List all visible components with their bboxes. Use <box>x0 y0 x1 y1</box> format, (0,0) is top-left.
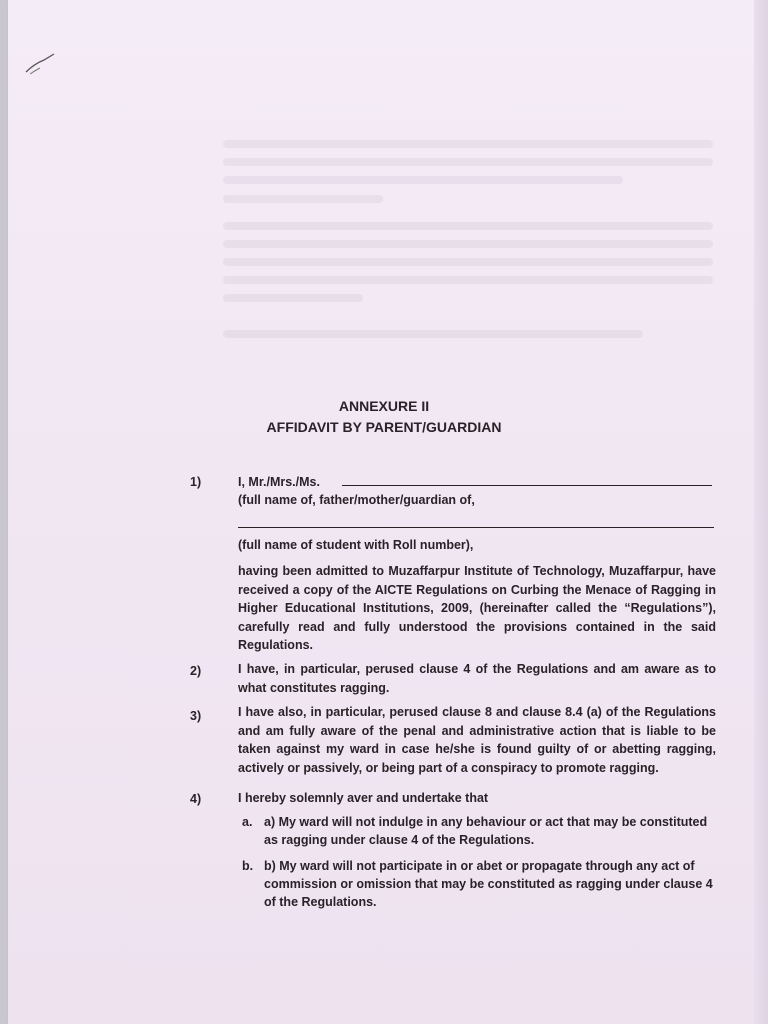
name-prompt: I, Mr./Mrs./Ms. <box>238 475 320 489</box>
show-through <box>223 294 363 302</box>
sub-item-letter: b. <box>242 859 254 873</box>
show-through <box>223 276 713 284</box>
item-text: I hereby solemnly aver and undertake that <box>238 791 489 805</box>
item-number: 1) <box>190 475 202 489</box>
item-text-end: , have received a copy of the AICTE Regulations on Curbing the Menace of Ragging in Higher Educational Institutions, 2009, (hereinafter called the “Regulations”), carefully read and fully understood the provisions contained in the said Regulations. <box>238 564 716 652</box>
sub-item <box>242 813 720 849</box>
show-through <box>223 222 713 230</box>
item-number: 4) <box>190 792 202 806</box>
institute-name: Muzaffarpur Institute of Technology, Muzaffarpur <box>388 564 680 578</box>
show-through <box>223 195 383 203</box>
show-through <box>223 176 623 184</box>
annexure-title: ANNEXURE II <box>338 398 430 414</box>
student-name-line <box>238 527 714 528</box>
sub-item-letter: a. <box>242 815 253 829</box>
show-through <box>223 240 713 248</box>
item-text: I have, in particular, perused clause 4 of the Regulations and am aware as to what constitutes ragging. <box>238 662 716 695</box>
parent-name-caption: (full name of, father/mother/guardian of, <box>238 493 475 507</box>
show-through <box>223 158 713 166</box>
show-through <box>223 140 713 148</box>
affidavit-title: AFFIDAVIT BY PARENT/GUARDIAN <box>266 419 502 435</box>
page-edge <box>754 0 768 1024</box>
item-number: 3) <box>190 709 202 723</box>
item-text-start: having been admitted to <box>238 564 389 578</box>
item-text <box>238 562 716 655</box>
sub-item <box>242 857 720 911</box>
item-text: I have also, in particular, perused clause 8 and clause 8.4 (a) of the Regulations and am fully aware of the penal and administrative action that is liable to be taken against my ward in case he/she is found guilty of or abetting ragging, actively or passively, or being part of a conspiracy to promote ragging. <box>238 705 716 775</box>
item-number: 2) <box>190 664 202 678</box>
sub-item-text: a) My ward will not indulge in any behaviour or act that may be constituted as ragging under clause 4 of the Regulations. <box>264 815 708 847</box>
show-through <box>223 258 713 266</box>
parent-name-line <box>342 485 712 486</box>
sub-item-text: b) My ward will not participate in or abet or propagate through any act of commission or omission that may be constituted as ragging under clause 4 of the Regulations. <box>264 859 713 909</box>
show-through <box>223 330 643 338</box>
pen-mark-icon <box>22 50 62 80</box>
student-name-caption: (full name of student with Roll number), <box>238 538 474 552</box>
